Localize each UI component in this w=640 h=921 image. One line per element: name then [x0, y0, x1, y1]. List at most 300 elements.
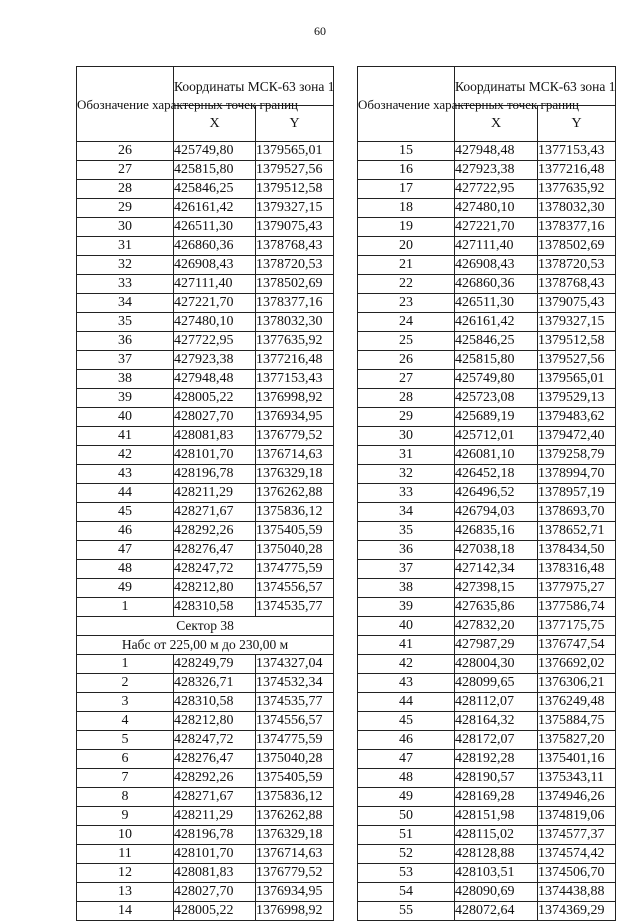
- table-row: [77, 427, 334, 446]
- point-number: 27: [77, 161, 174, 180]
- table-row: [77, 750, 334, 769]
- y-coordinate: 1378502,69: [538, 237, 616, 256]
- y-coordinate: 1374438,88: [538, 883, 616, 902]
- x-coordinate: 428310,58: [174, 598, 256, 617]
- point-number: 37: [358, 560, 455, 579]
- table-row: [358, 256, 616, 275]
- point-number: 40: [77, 408, 174, 427]
- point-number: 42: [77, 446, 174, 465]
- table-row: [358, 408, 616, 427]
- table-row: [77, 142, 334, 161]
- x-coordinate: 425815,80: [174, 161, 256, 180]
- y-coordinate: 1378032,30: [538, 199, 616, 218]
- y-coordinate: 1374369,29: [538, 902, 616, 921]
- table-row: [358, 731, 616, 750]
- x-coordinate: 427480,10: [455, 199, 538, 218]
- x-coordinate: 428172,07: [455, 731, 538, 750]
- table-row: [77, 484, 334, 503]
- table-row: [358, 807, 616, 826]
- x-coordinate: 425749,80: [174, 142, 256, 161]
- coordinates-header: Координаты МСК-63 зона 1: [455, 67, 616, 106]
- y-coordinate: 1375836,12: [256, 788, 334, 807]
- section-label: Набс от 225,00 м до 230,00 м: [77, 636, 334, 655]
- x-coordinate: 425723,08: [455, 389, 538, 408]
- table-row: [77, 807, 334, 826]
- y-coordinate: 1376249,48: [538, 693, 616, 712]
- table-row: [358, 541, 616, 560]
- table-row: [358, 389, 616, 408]
- point-number: 33: [77, 275, 174, 294]
- table-row: [77, 351, 334, 370]
- point-number: 34: [77, 294, 174, 313]
- y-coordinate: 1374506,70: [538, 864, 616, 883]
- point-number: 16: [358, 161, 455, 180]
- x-coordinate: 428128,88: [455, 845, 538, 864]
- table-row: [77, 902, 334, 921]
- point-number: 31: [358, 446, 455, 465]
- y-coordinate: 1375827,20: [538, 731, 616, 750]
- x-coordinate: 427221,70: [455, 218, 538, 237]
- y-coordinate: 1378502,69: [256, 275, 334, 294]
- table-row: [358, 560, 616, 579]
- y-coordinate: 1376262,88: [256, 807, 334, 826]
- x-coordinate: 428081,83: [174, 427, 256, 446]
- y-coordinate: 1379565,01: [256, 142, 334, 161]
- point-number: 19: [358, 218, 455, 237]
- point-number: 1: [77, 655, 174, 674]
- table-row: [77, 541, 334, 560]
- point-number: 1: [77, 598, 174, 617]
- y-coordinate: 1378377,16: [256, 294, 334, 313]
- table-row: [77, 237, 334, 256]
- point-number: 47: [77, 541, 174, 560]
- x-coordinate: 425846,25: [455, 332, 538, 351]
- x-coordinate: 425749,80: [455, 370, 538, 389]
- coordinates-header: Координаты МСК-63 зона 1: [174, 67, 334, 106]
- y-coordinate: 1378434,50: [538, 541, 616, 560]
- y-coordinate: 1378693,70: [538, 503, 616, 522]
- y-coordinate: 1376692,02: [538, 655, 616, 674]
- y-coordinate: 1376747,54: [538, 636, 616, 655]
- x-coordinate: 427221,70: [174, 294, 256, 313]
- point-number: 41: [358, 636, 455, 655]
- table-row: [77, 218, 334, 237]
- table-row: [77, 579, 334, 598]
- table-row: [358, 275, 616, 294]
- table-row: [77, 693, 334, 712]
- point-number: 14: [77, 902, 174, 921]
- y-coordinate: 1374556,57: [256, 712, 334, 731]
- table-row: [358, 332, 616, 351]
- y-coordinate: 1378720,53: [256, 256, 334, 275]
- point-number: 36: [77, 332, 174, 351]
- y-coordinate: 1377975,27: [538, 579, 616, 598]
- x-coordinate: 428004,30: [455, 655, 538, 674]
- table-row: [77, 522, 334, 541]
- y-coordinate: 1374577,37: [538, 826, 616, 845]
- x-coordinate: 427923,38: [455, 161, 538, 180]
- x-coordinate: 428164,32: [455, 712, 538, 731]
- y-coordinate: 1375405,59: [256, 769, 334, 788]
- x-coordinate: 425846,25: [174, 180, 256, 199]
- table-row: [358, 180, 616, 199]
- y-coordinate: 1378652,71: [538, 522, 616, 541]
- y-coordinate: 1378957,19: [538, 484, 616, 503]
- y-coordinate: 1376779,52: [256, 864, 334, 883]
- table-row: [358, 218, 616, 237]
- y-coordinate: 1377586,74: [538, 598, 616, 617]
- y-coordinate: 1375040,28: [256, 541, 334, 560]
- x-coordinate: 428310,58: [174, 693, 256, 712]
- point-number: 21: [358, 256, 455, 275]
- y-coordinate: 1377216,48: [256, 351, 334, 370]
- x-coordinate: 427722,95: [174, 332, 256, 351]
- point-number: 35: [358, 522, 455, 541]
- y-coordinate: 1374946,26: [538, 788, 616, 807]
- y-coordinate: 1374819,06: [538, 807, 616, 826]
- table-row: [358, 503, 616, 522]
- x-coordinate: 426908,43: [455, 256, 538, 275]
- y-coordinate: 1379327,15: [538, 313, 616, 332]
- x-coordinate: 428081,83: [174, 864, 256, 883]
- point-number: 55: [358, 902, 455, 921]
- y-coordinate: 1378768,43: [538, 275, 616, 294]
- y-coordinate: 1378994,70: [538, 465, 616, 484]
- point-label-header: Обозначение характерных точек границ: [358, 67, 455, 142]
- point-number: 24: [358, 313, 455, 332]
- y-column-header: Y: [538, 106, 616, 142]
- point-number: 43: [358, 674, 455, 693]
- point-number: 39: [358, 598, 455, 617]
- x-coordinate: 428249,79: [174, 655, 256, 674]
- table-row: [358, 693, 616, 712]
- y-coordinate: 1376714,63: [256, 845, 334, 864]
- x-coordinate: 428212,80: [174, 579, 256, 598]
- y-coordinate: 1379527,56: [538, 351, 616, 370]
- table-row: [77, 826, 334, 845]
- y-coordinate: 1377153,43: [538, 142, 616, 161]
- x-coordinate: 427111,40: [455, 237, 538, 256]
- y-coordinate: 1379472,40: [538, 427, 616, 446]
- x-coordinate: 426161,42: [174, 199, 256, 218]
- x-coordinate: 427948,48: [174, 370, 256, 389]
- point-number: 32: [358, 465, 455, 484]
- x-coordinate: 427038,18: [455, 541, 538, 560]
- x-coordinate: 425815,80: [455, 351, 538, 370]
- x-column-header: X: [174, 106, 256, 142]
- point-number: 28: [358, 389, 455, 408]
- y-coordinate: 1376934,95: [256, 408, 334, 427]
- point-number: 13: [77, 883, 174, 902]
- x-coordinate: 428112,07: [455, 693, 538, 712]
- point-number: 47: [358, 750, 455, 769]
- y-coordinate: 1379565,01: [538, 370, 616, 389]
- point-number: 49: [358, 788, 455, 807]
- x-coordinate: 427923,38: [174, 351, 256, 370]
- x-coordinate: 428211,29: [174, 807, 256, 826]
- y-coordinate: 1379258,79: [538, 446, 616, 465]
- point-number: 18: [358, 199, 455, 218]
- x-coordinate: 427480,10: [174, 313, 256, 332]
- x-coordinate: 426496,52: [455, 484, 538, 503]
- x-coordinate: 426794,03: [455, 503, 538, 522]
- table-row: [77, 845, 334, 864]
- y-coordinate: 1376262,88: [256, 484, 334, 503]
- y-coordinate: 1378768,43: [256, 237, 334, 256]
- y-coordinate: 1375836,12: [256, 503, 334, 522]
- point-number: 41: [77, 427, 174, 446]
- section-label: Сектор 38: [77, 617, 334, 636]
- x-coordinate: 428190,57: [455, 769, 538, 788]
- x-coordinate: 428103,51: [455, 864, 538, 883]
- table-row: [358, 902, 616, 921]
- table-row: [358, 617, 616, 636]
- point-number: 39: [77, 389, 174, 408]
- y-coordinate: 1374535,77: [256, 598, 334, 617]
- point-number: 48: [77, 560, 174, 579]
- point-number: 31: [77, 237, 174, 256]
- point-number: 27: [358, 370, 455, 389]
- point-number: 28: [77, 180, 174, 199]
- point-number: 17: [358, 180, 455, 199]
- table-row: [358, 313, 616, 332]
- table-row: [77, 465, 334, 484]
- point-number: 8: [77, 788, 174, 807]
- x-coordinate: 426835,16: [455, 522, 538, 541]
- table-row: [77, 560, 334, 579]
- table-row: [358, 598, 616, 617]
- x-coordinate: 426908,43: [174, 256, 256, 275]
- x-coordinate: 427722,95: [455, 180, 538, 199]
- x-coordinate: 428292,26: [174, 522, 256, 541]
- x-coordinate: 428247,72: [174, 560, 256, 579]
- table-row: [77, 674, 334, 693]
- x-coordinate: 425712,01: [455, 427, 538, 446]
- point-number: 35: [77, 313, 174, 332]
- y-coordinate: 1378316,48: [538, 560, 616, 579]
- point-number: 32: [77, 256, 174, 275]
- table-row: [358, 446, 616, 465]
- point-number: 40: [358, 617, 455, 636]
- x-coordinate: 425689,19: [455, 408, 538, 427]
- x-coordinate: 428099,65: [455, 674, 538, 693]
- page-number: 60: [314, 24, 326, 38]
- x-coordinate: 428101,70: [174, 845, 256, 864]
- point-number: 3: [77, 693, 174, 712]
- y-coordinate: 1378032,30: [256, 313, 334, 332]
- x-coordinate: 428326,71: [174, 674, 256, 693]
- x-coordinate: 428101,70: [174, 446, 256, 465]
- point-number: 6: [77, 750, 174, 769]
- y-coordinate: 1379327,15: [256, 199, 334, 218]
- table-row: [77, 370, 334, 389]
- y-coordinate: 1376998,92: [256, 902, 334, 921]
- y-coordinate: 1379483,62: [538, 408, 616, 427]
- point-number: 22: [358, 275, 455, 294]
- point-number: 44: [77, 484, 174, 503]
- x-coordinate: 427832,20: [455, 617, 538, 636]
- table-row: [77, 655, 334, 674]
- point-number: 45: [358, 712, 455, 731]
- coordinates-table-right: [357, 66, 616, 921]
- table-row: [358, 294, 616, 313]
- y-coordinate: 1374327,04: [256, 655, 334, 674]
- table-row: [358, 712, 616, 731]
- y-coordinate: 1376934,95: [256, 883, 334, 902]
- y-coordinate: 1375343,11: [538, 769, 616, 788]
- table-row: [77, 503, 334, 522]
- x-coordinate: 428005,22: [174, 389, 256, 408]
- section-row: [77, 636, 334, 655]
- x-coordinate: 428212,80: [174, 712, 256, 731]
- table-row: [358, 864, 616, 883]
- x-coordinate: 427987,29: [455, 636, 538, 655]
- y-coordinate: 1377153,43: [256, 370, 334, 389]
- point-number: 50: [358, 807, 455, 826]
- coordinates-table-left: [76, 66, 334, 921]
- y-coordinate: 1376779,52: [256, 427, 334, 446]
- y-coordinate: 1374574,42: [538, 845, 616, 864]
- point-number: 11: [77, 845, 174, 864]
- point-number: 20: [358, 237, 455, 256]
- x-coordinate: 428271,67: [174, 503, 256, 522]
- x-coordinate: 426511,30: [455, 294, 538, 313]
- point-number: 38: [77, 370, 174, 389]
- y-coordinate: 1377635,92: [538, 180, 616, 199]
- point-number: 23: [358, 294, 455, 313]
- x-coordinate: 426081,10: [455, 446, 538, 465]
- table-row: [77, 332, 334, 351]
- table-row: [358, 636, 616, 655]
- table-row: [358, 655, 616, 674]
- table-row: [77, 313, 334, 332]
- table-row: [77, 256, 334, 275]
- x-coordinate: 426511,30: [174, 218, 256, 237]
- y-coordinate: 1374535,77: [256, 693, 334, 712]
- point-label-header: Обозначение характерных точек границ: [77, 67, 174, 142]
- y-coordinate: 1374775,59: [256, 560, 334, 579]
- y-coordinate: 1376714,63: [256, 446, 334, 465]
- x-coordinate: 426860,36: [455, 275, 538, 294]
- x-coordinate: 426452,18: [455, 465, 538, 484]
- x-coordinate: 428169,28: [455, 788, 538, 807]
- y-coordinate: 1376329,18: [256, 465, 334, 484]
- point-number: 26: [358, 351, 455, 370]
- x-coordinate: 427111,40: [174, 275, 256, 294]
- table-row: [358, 465, 616, 484]
- y-coordinate: 1377175,75: [538, 617, 616, 636]
- table-row: [77, 864, 334, 883]
- table-row: [77, 598, 334, 617]
- y-coordinate: 1376998,92: [256, 389, 334, 408]
- y-coordinate: 1375401,16: [538, 750, 616, 769]
- x-coordinate: 428276,47: [174, 541, 256, 560]
- point-number: 12: [77, 864, 174, 883]
- table-row: [358, 826, 616, 845]
- y-coordinate: 1375884,75: [538, 712, 616, 731]
- x-coordinate: 428151,98: [455, 807, 538, 826]
- x-coordinate: 428090,69: [455, 883, 538, 902]
- table-row: [358, 750, 616, 769]
- point-number: 29: [358, 408, 455, 427]
- point-number: 10: [77, 826, 174, 845]
- point-number: 26: [77, 142, 174, 161]
- x-coordinate: 428115,02: [455, 826, 538, 845]
- table-row: [77, 389, 334, 408]
- y-column-header: Y: [256, 106, 334, 142]
- x-coordinate: 427398,15: [455, 579, 538, 598]
- point-number: 9: [77, 807, 174, 826]
- y-coordinate: 1378720,53: [538, 256, 616, 275]
- point-number: 25: [358, 332, 455, 351]
- x-coordinate: 426860,36: [174, 237, 256, 256]
- point-number: 49: [77, 579, 174, 598]
- table-row: [77, 408, 334, 427]
- point-number: 54: [358, 883, 455, 902]
- y-coordinate: 1378377,16: [538, 218, 616, 237]
- x-coordinate: 427635,86: [455, 598, 538, 617]
- x-coordinate: 428247,72: [174, 731, 256, 750]
- x-coordinate: 428271,67: [174, 788, 256, 807]
- table-row: [77, 294, 334, 313]
- point-number: 53: [358, 864, 455, 883]
- table-row: [358, 769, 616, 788]
- table-row: [77, 712, 334, 731]
- y-coordinate: 1379529,13: [538, 389, 616, 408]
- table-row: [358, 351, 616, 370]
- point-number: 38: [358, 579, 455, 598]
- table-row: [358, 579, 616, 598]
- x-coordinate: 428072,64: [455, 902, 538, 921]
- x-coordinate: 426161,42: [455, 313, 538, 332]
- table-row: [77, 446, 334, 465]
- table-row: [358, 427, 616, 446]
- x-coordinate: 428192,28: [455, 750, 538, 769]
- table-row: [77, 199, 334, 218]
- y-coordinate: 1379075,43: [256, 218, 334, 237]
- table-row: [77, 883, 334, 902]
- y-coordinate: 1377635,92: [256, 332, 334, 351]
- table-row: [358, 142, 616, 161]
- table-row: [77, 180, 334, 199]
- x-coordinate: 428027,70: [174, 408, 256, 427]
- table-row: [77, 731, 334, 750]
- x-coordinate: 428027,70: [174, 883, 256, 902]
- point-number: 42: [358, 655, 455, 674]
- x-coordinate: 428276,47: [174, 750, 256, 769]
- x-coordinate: 427142,34: [455, 560, 538, 579]
- x-coordinate: 428196,78: [174, 826, 256, 845]
- point-number: 30: [358, 427, 455, 446]
- y-coordinate: 1374556,57: [256, 579, 334, 598]
- point-number: 46: [77, 522, 174, 541]
- x-coordinate: 428211,29: [174, 484, 256, 503]
- point-number: 30: [77, 218, 174, 237]
- table-row: [358, 237, 616, 256]
- point-number: 2: [77, 674, 174, 693]
- point-number: 4: [77, 712, 174, 731]
- table-row: [358, 674, 616, 693]
- point-number: 37: [77, 351, 174, 370]
- point-number: 44: [358, 693, 455, 712]
- point-number: 36: [358, 541, 455, 560]
- point-number: 48: [358, 769, 455, 788]
- point-number: 7: [77, 769, 174, 788]
- y-coordinate: 1374775,59: [256, 731, 334, 750]
- y-coordinate: 1379527,56: [256, 161, 334, 180]
- table-row: [358, 883, 616, 902]
- x-coordinate: 428292,26: [174, 769, 256, 788]
